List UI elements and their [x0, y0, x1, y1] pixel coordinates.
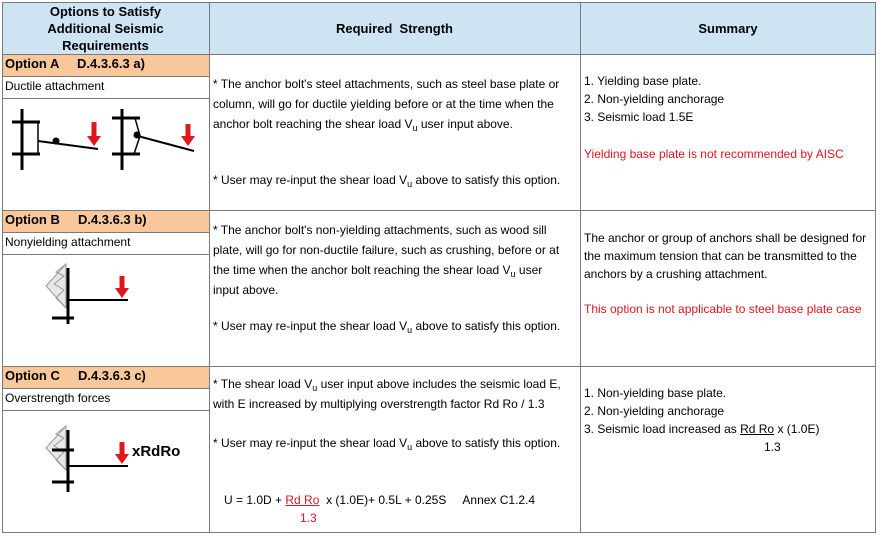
option-a-note: Yielding base plate is not recommended by AISC: [584, 147, 844, 161]
option-b-title: Option B D.4.3.6.3 b): [2, 210, 209, 232]
nonyielding-attachment-diagram: [38, 260, 138, 326]
grid-line: [875, 2, 876, 533]
header-summary: [580, 2, 876, 54]
header-summary-label: Summary: [698, 20, 758, 36]
grid-line: [2, 2, 3, 533]
ductile-attachment-diagram: [10, 104, 200, 176]
option-a-strength-1: * The anchor bolt's steel attachments, such as steel base plate or column, will go for ductile yielding before or at the time when the anchor bolt reaching the shear load $V_u$ user input above.: [213, 77, 560, 133]
option-b-subtitle: Nonyielding attachment: [5, 235, 131, 249]
wood-sill: [46, 426, 66, 470]
header-required-strength: [209, 2, 580, 54]
grid-line: [2, 98, 209, 99]
header-options-label: Options to Satisfy Additional Seismic Requirements: [47, 3, 164, 53]
grid-line: [2, 388, 209, 389]
load-arrow-head: [115, 288, 129, 298]
formula-denominator: 1.3: [300, 511, 317, 525]
grid-line: [2, 210, 876, 211]
grid-line: [2, 76, 209, 77]
wood-sill: [46, 264, 66, 308]
option-c-strength-2: * User may re-input the shear load $V_u$ above to satisfy this option.: [213, 436, 561, 452]
grid-line: [2, 532, 876, 533]
option-a-title: Option A D.4.3.6.3 a): [2, 54, 209, 76]
grid-line: [209, 2, 210, 533]
header-strength-label: Required Strength: [335, 20, 453, 36]
grid-line: [2, 232, 209, 233]
annex-reference: Annex C1.2.4: [462, 493, 536, 507]
option-a-subtitle: Ductile attachment: [5, 79, 105, 93]
grid-line: [2, 366, 876, 367]
option-c-subtitle: Overstrength forces: [5, 391, 111, 405]
grid-line: [580, 2, 581, 533]
seismic-options-table: [2, 2, 876, 532]
option-c-title: Option C D.4.3.6.3 c): [2, 366, 209, 388]
grid-line: [2, 410, 209, 411]
load-arrow-head: [87, 136, 101, 146]
option-b-summary: The anchor or group of anchors shall be designed for the maximum tension that can be transmitted to the anchors by a crushing attachment.: [584, 231, 867, 281]
summary-frac-numerator: Rd Ro: [740, 422, 775, 436]
option-c-strength-1: * The shear load $V_u$ user input above includes the seismic load E, with E increased by multiplying overstrength factor Rd Ro / 1.3: [213, 377, 561, 411]
summary-frac-denominator: 1.3: [764, 440, 781, 454]
option-b-note: This option is not applicable to steel base plate case: [584, 302, 862, 316]
grid-line: [2, 54, 876, 55]
header-options: [2, 2, 209, 54]
formula-numerator: Rd Ro: [285, 493, 320, 507]
overstrength-factor-label: xRdRo: [132, 443, 181, 460]
option-b-strength-2: * User may re-input the shear load $V_u$ above to satisfy this option.: [213, 319, 561, 335]
option-b-strength-1: * The anchor bolt's non-yielding attachments, such as wood sill plate, will go for non-ductile failure, such as crushing, before or at the time when the anchor bolt reaching the shear load $V_u$ user input above.: [213, 223, 560, 297]
option-c-summary: 1. Non-yielding base plate. 2. Non-yielding anchorage 3. Seismic load increased as Rd Ro x (1.0E): [584, 386, 820, 436]
load-arrow-head: [181, 136, 195, 146]
yield-line: [38, 141, 98, 149]
grid-line: [2, 254, 209, 255]
grid-line: [2, 2, 876, 3]
option-a-strength-2: * User may re-input the shear load $V_u$ above to satisfy this option.: [213, 173, 561, 189]
option-a-summary: 1. Yielding base plate. 2. Non-yielding anchorage 3. Seismic load 1.5E: [584, 74, 725, 124]
load-arrow-head: [115, 454, 129, 464]
option-c-formula: U = 1.0D + Rd Ro x (1.0E)+ 0.5L + 0.25S Annex C1.2.4: [224, 493, 536, 507]
